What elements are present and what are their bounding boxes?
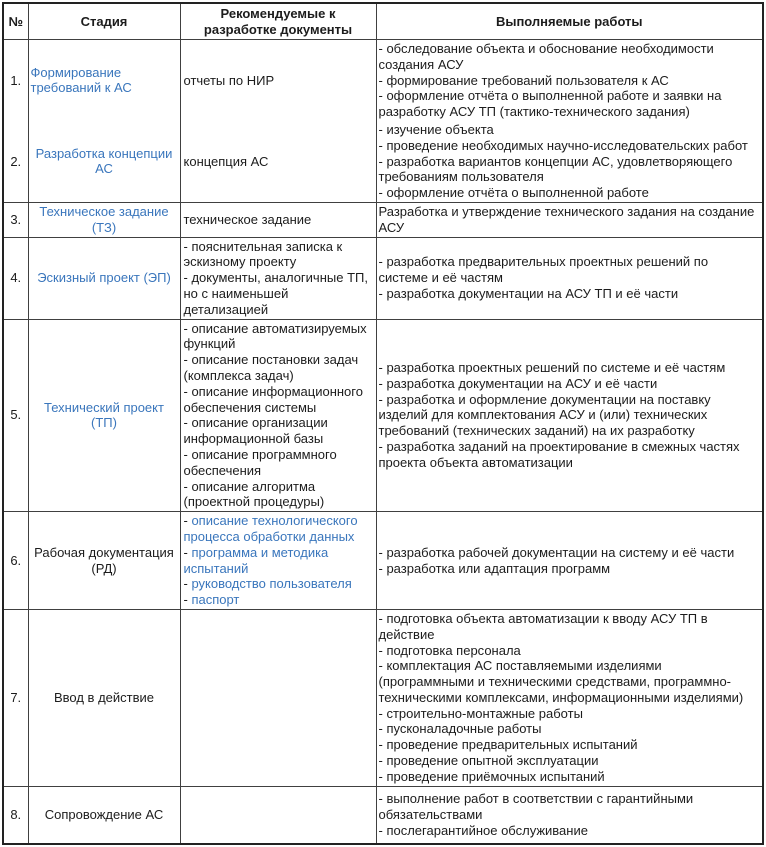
work-item: - изучение объекта bbox=[378, 121, 494, 137]
row-number: 3. bbox=[3, 202, 28, 237]
document-label: описание информационного обеспечения системы bbox=[183, 383, 363, 415]
work-item: - подготовка объекта автоматизации к вводу АСУ ТП в действие bbox=[378, 610, 708, 642]
stage-cell bbox=[28, 237, 180, 319]
table-row bbox=[3, 786, 763, 844]
bullet-dash: - bbox=[183, 592, 192, 608]
stage-label: Рабочая документация (РД) bbox=[34, 544, 174, 576]
work-item: - формирование требований пользователя к АС bbox=[378, 72, 669, 88]
document-label: описание автоматизируемых функций bbox=[183, 320, 367, 352]
column-header-documents: Рекомендуемые к разработке документы bbox=[180, 3, 376, 40]
bullet-dash: - bbox=[183, 383, 192, 399]
document-item bbox=[184, 447, 373, 479]
stage-label[interactable]: Формирование требований к АС bbox=[30, 64, 132, 96]
column-header-stage: Стадия bbox=[28, 3, 180, 40]
work-item: - разработка и оформление документации на поставку изделий для комплектования АСУ и (или) технических требований (технических заданий) на их разработку bbox=[378, 391, 711, 439]
work-item: - проведение предварительных испытаний bbox=[378, 737, 638, 753]
work-item: - разработка или адаптация программ bbox=[378, 560, 611, 576]
document-label: описание алгоритма (проектной процедуры) bbox=[183, 478, 325, 510]
documents-cell bbox=[180, 512, 376, 610]
stage-label[interactable]: Технический проект (ТП) bbox=[44, 399, 164, 431]
document-label[interactable]: программа и методика испытаний bbox=[183, 544, 329, 576]
bullet-dash: - bbox=[183, 415, 192, 431]
document-label: описание программного обеспечения bbox=[183, 446, 337, 478]
work-item: - проведение приёмочных испытаний bbox=[378, 768, 605, 784]
column-header-works: Выполняемые работы bbox=[376, 3, 763, 40]
table-row bbox=[3, 40, 763, 121]
bullet-dash: - bbox=[183, 320, 192, 336]
document-item: техническое задание bbox=[183, 211, 312, 227]
row-number: 2. bbox=[3, 121, 28, 203]
document-item bbox=[184, 576, 373, 592]
document-item: отчеты по НИР bbox=[183, 72, 275, 88]
bullet-dash: - bbox=[183, 238, 192, 254]
work-item: - комплектация АС поставляемыми изделиями (программными и техническими средствами, программно-техническими комплексами, информационными изделиями) bbox=[378, 658, 744, 705]
work-item: - подготовка персонала bbox=[378, 642, 521, 658]
documents-cell bbox=[180, 319, 376, 512]
table-row bbox=[3, 237, 763, 319]
documents-cell bbox=[180, 121, 376, 203]
document-item bbox=[184, 239, 373, 271]
works-cell bbox=[376, 202, 763, 237]
row-number: 8. bbox=[3, 786, 28, 844]
document-item bbox=[184, 513, 373, 545]
row-number: 6. bbox=[3, 512, 28, 610]
work-item: - разработка заданий на проектирование в смежных частях проекта объекта автоматизации bbox=[378, 439, 740, 470]
works-cell bbox=[376, 121, 763, 203]
documents-cell bbox=[180, 786, 376, 844]
stage-label: Сопровождение АС bbox=[44, 806, 164, 822]
work-item: - проведение необходимых научно-исследовательских работ bbox=[378, 137, 748, 153]
work-item: - выполнение работ в соответствии с гарантийными обязательствами bbox=[378, 790, 694, 822]
work-item: - разработка вариантов концепции АС, удовлетворяющего требованиям пользователя bbox=[378, 153, 733, 185]
stage-cell bbox=[28, 319, 180, 512]
bullet-dash: - bbox=[183, 478, 192, 494]
stage-cell bbox=[28, 609, 180, 786]
work-item: - оформление отчёта о выполненной работе и заявки на разработку АСУ ТП (тактико-технического задания) bbox=[378, 88, 722, 120]
works-cell bbox=[376, 609, 763, 786]
works-cell bbox=[376, 237, 763, 319]
document-item bbox=[184, 479, 373, 511]
bullet-dash: - bbox=[183, 446, 192, 462]
bullet-dash: - bbox=[183, 270, 192, 286]
works-cell bbox=[376, 512, 763, 610]
document-label[interactable]: паспорт bbox=[191, 592, 240, 608]
documents-cell bbox=[180, 40, 376, 121]
table-row bbox=[3, 121, 763, 203]
work-item: - послегарантийное обслуживание bbox=[378, 822, 588, 838]
work-item: - разработка рабочей документации на систему и её части bbox=[378, 544, 735, 560]
bullet-dash: - bbox=[183, 513, 192, 529]
document-label: документы, аналогичные ТП, но с наименьшей детализацией bbox=[183, 270, 368, 317]
stage-cell bbox=[28, 202, 180, 237]
header-row bbox=[3, 3, 763, 40]
stage-label[interactable]: Разработка концепции АС bbox=[35, 145, 173, 177]
row-number: 4. bbox=[3, 237, 28, 319]
bullet-dash: - bbox=[183, 352, 192, 368]
table-row bbox=[3, 319, 763, 512]
stage-cell bbox=[28, 121, 180, 203]
document-item bbox=[184, 415, 373, 447]
works-cell bbox=[376, 40, 763, 121]
document-label: описание постановки задач (комплекса задач) bbox=[183, 352, 359, 383]
work-item: - проведение опытной эксплуатации bbox=[378, 753, 599, 769]
work-item: Разработка и утверждение технического задания на создание АСУ bbox=[378, 203, 755, 235]
documents-cell bbox=[180, 609, 376, 786]
row-number: 7. bbox=[3, 609, 28, 786]
table-body bbox=[3, 40, 763, 844]
document-item bbox=[184, 321, 373, 353]
work-item: - пусконаладочные работы bbox=[378, 721, 542, 737]
stages-table bbox=[2, 2, 764, 845]
document-item bbox=[184, 592, 373, 608]
document-item bbox=[184, 352, 373, 384]
documents-cell bbox=[180, 237, 376, 319]
stage-cell bbox=[28, 40, 180, 121]
work-item: - строительно-монтажные работы bbox=[378, 705, 583, 721]
row-number: 5. bbox=[3, 319, 28, 512]
work-item: - разработка документации на АСУ ТП и её части bbox=[378, 285, 679, 301]
document-item bbox=[184, 270, 373, 317]
stage-label[interactable]: Эскизный проект (ЭП) bbox=[37, 270, 171, 286]
bullet-dash: - bbox=[183, 576, 192, 592]
work-item: - разработка предварительных проектных решений по системе и её частям bbox=[378, 254, 709, 286]
document-label[interactable]: руководство пользователя bbox=[191, 576, 352, 592]
works-cell bbox=[376, 319, 763, 512]
work-item: - разработка проектных решений по системе и её частям bbox=[378, 360, 726, 376]
table-row bbox=[3, 609, 763, 786]
document-label: пояснительная записка к эскизному проекту bbox=[183, 238, 343, 270]
work-item: - обследование объекта и обоснование необходимости создания АСУ bbox=[378, 41, 714, 72]
table-header bbox=[3, 3, 763, 40]
document-label[interactable]: описание технологического процесса обработки данных bbox=[183, 513, 358, 544]
bullet-dash: - bbox=[183, 544, 192, 560]
stage-cell bbox=[28, 512, 180, 610]
documents-cell bbox=[180, 202, 376, 237]
stage-label: Ввод в действие bbox=[53, 689, 155, 705]
works-cell bbox=[376, 786, 763, 844]
table-row bbox=[3, 202, 763, 237]
work-item: - разработка документации на АСУ и её части bbox=[378, 375, 658, 391]
stage-cell bbox=[28, 786, 180, 844]
column-header-number: № bbox=[3, 3, 28, 40]
document-item bbox=[184, 384, 373, 416]
stage-label[interactable]: Техническое задание (ТЗ) bbox=[39, 203, 169, 235]
row-number: 1. bbox=[3, 40, 28, 121]
document-label: описание организации информационной базы bbox=[183, 415, 328, 447]
document-item: концепция АС bbox=[183, 153, 269, 169]
table-row bbox=[3, 512, 763, 610]
work-item: - оформление отчёта о выполненной работе bbox=[378, 185, 649, 201]
document-item bbox=[184, 545, 373, 577]
